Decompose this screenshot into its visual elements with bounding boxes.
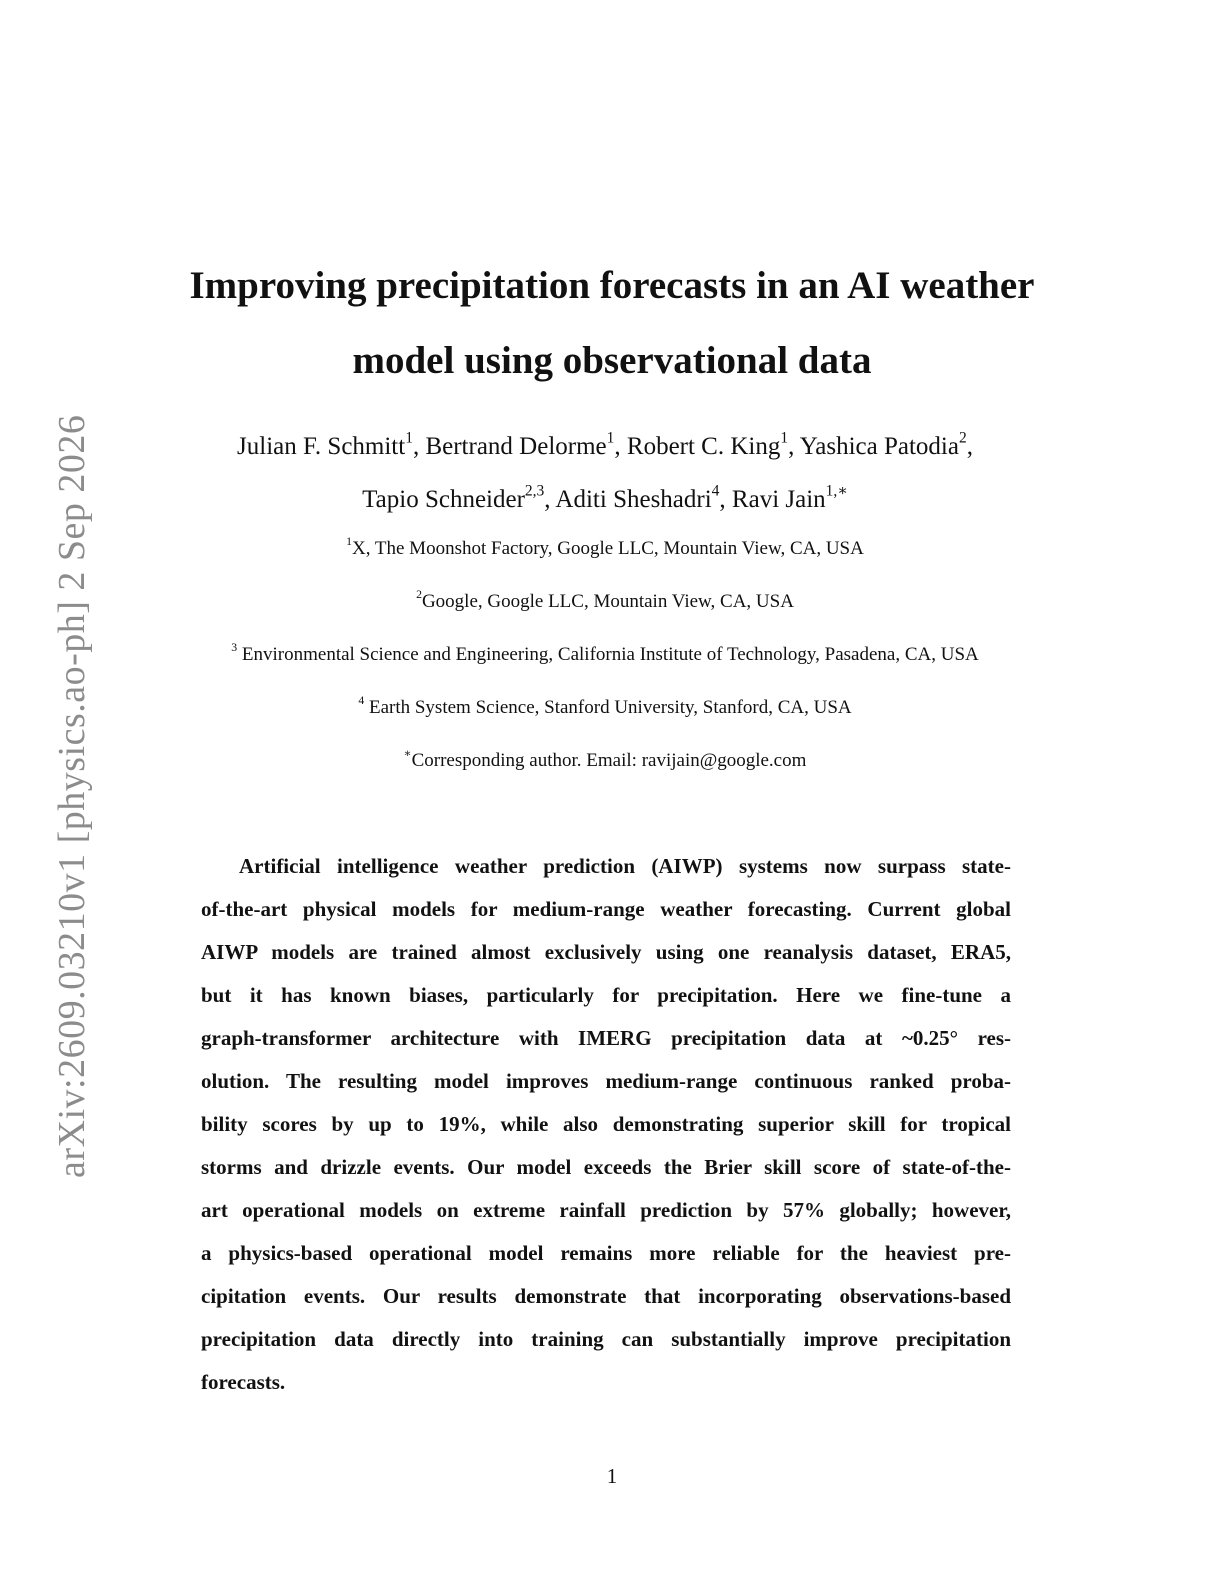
page-number: 1 — [606, 1464, 618, 1488]
affiliation-text: Google, Google LLC, Mountain View, CA, USA — [421, 591, 794, 612]
affiliation-text: X, The Moonshot Factory, Google LLC, Mountain View, CA, USA — [352, 538, 864, 559]
author-name: Robert C. King — [626, 433, 781, 460]
author-name: Yashica Patodia — [799, 433, 959, 460]
author-line-2: Tapio Schneider$^{2,3}$, Aditi Sheshadri$^4$, Ravi Jain$^{1,∗}$ — [362, 482, 848, 513]
abstract-line: graph-transformer architecture with IMERG precipitation data at ~0.25° res- — [201, 1026, 1011, 1050]
corresponding-mark: ∗ — [403, 747, 412, 761]
paper-title — [100, 248, 1124, 398]
author-name: Bertrand Delorme — [425, 433, 607, 460]
abstract-line: a physics-based operational model remains more reliable for the heaviest pre- — [201, 1241, 1011, 1265]
affiliation-text: Earth System Science, Stanford University, Stanford, CA, USA — [364, 697, 852, 718]
author-affiliation-mark: 1 — [606, 429, 615, 447]
author-affiliation-mark: 2 — [958, 429, 967, 447]
author-affiliation-mark: 1 — [780, 429, 789, 447]
abstract — [201, 845, 1011, 1404]
affiliation-mark: 4 — [358, 694, 365, 708]
author-line-1: Julian F. Schmitt$^1$, Bertrand Delorme$^1$, Robert C. King$^1$, Yashica Patodia$^2$, — [237, 429, 973, 460]
title-line-1: Improving precipitation forecasts in an AI weather — [189, 264, 1035, 307]
author-name: Julian F. Schmitt — [237, 433, 406, 460]
author-list — [100, 420, 1110, 526]
abstract-line: storms and drizzle events. Our model exceeds the Brier skill score of state-of-the- — [201, 1155, 1011, 1179]
corresponding-author — [100, 747, 1110, 775]
author-affiliation-mark: 4 — [711, 482, 720, 500]
author-name: Aditi Sheshadri — [555, 486, 712, 513]
author-name: Ravi Jain — [731, 486, 826, 513]
abstract-line: AIWP models are trained almost exclusively using one reanalysis dataset, ERA5, — [201, 940, 1011, 964]
abstract-line: art operational models on extreme rainfall prediction by 57% globally; however, — [201, 1198, 1011, 1222]
affiliation-mark: 2 — [416, 588, 422, 602]
author-affiliation-mark: 1 — [405, 429, 413, 447]
abstract-line: olution. The resulting model improves medium-range continuous ranked proba- — [201, 1069, 1011, 1093]
corresponding-text: Corresponding author. Email: ravijain@google.com — [411, 750, 807, 771]
abstract-line: bility scores by up to 19%, while also demonstrating superior skill for tropical — [201, 1112, 1011, 1136]
affiliation-mark: 3 — [231, 641, 238, 655]
abstract-line: precipitation data directly into training can substantially improve precipitation — [201, 1327, 1011, 1351]
abstract-line: cipitation events. Our results demonstrate that incorporating observations-based — [201, 1284, 1011, 1308]
affiliation-3 — [100, 641, 1110, 669]
affiliation-mark: 1 — [346, 535, 353, 549]
abstract-line: but it has known biases, particularly for precipitation. Here we fine-tune a — [201, 983, 1011, 1007]
affiliation-1 — [100, 535, 1110, 563]
abstract-line: forecasts. — [201, 1370, 286, 1394]
affiliation-2 — [100, 588, 1110, 616]
affiliation-4 — [100, 694, 1110, 722]
author-affiliation-mark: 2,3 — [524, 482, 545, 500]
abstract-line: of-the-art physical models for medium-range weather forecasting. Current global — [201, 897, 1011, 921]
author-affiliation-mark: 1,∗ — [825, 482, 848, 500]
title-line-2: model using observational data — [352, 339, 872, 382]
affiliation-text: Environmental Science and Engineering, California Institute of Technology, Pasadena, CA, USA — [237, 644, 979, 665]
author-name: Tapio Schneider — [362, 486, 525, 513]
abstract-line: Artificial intelligence weather prediction (AIWP) systems now surpass state- — [239, 854, 1011, 878]
arxiv-identifier-stamp: arXiv:2609.03210v1 [physics.ao-ph] 2 Sep 2026 — [51, 414, 93, 1178]
